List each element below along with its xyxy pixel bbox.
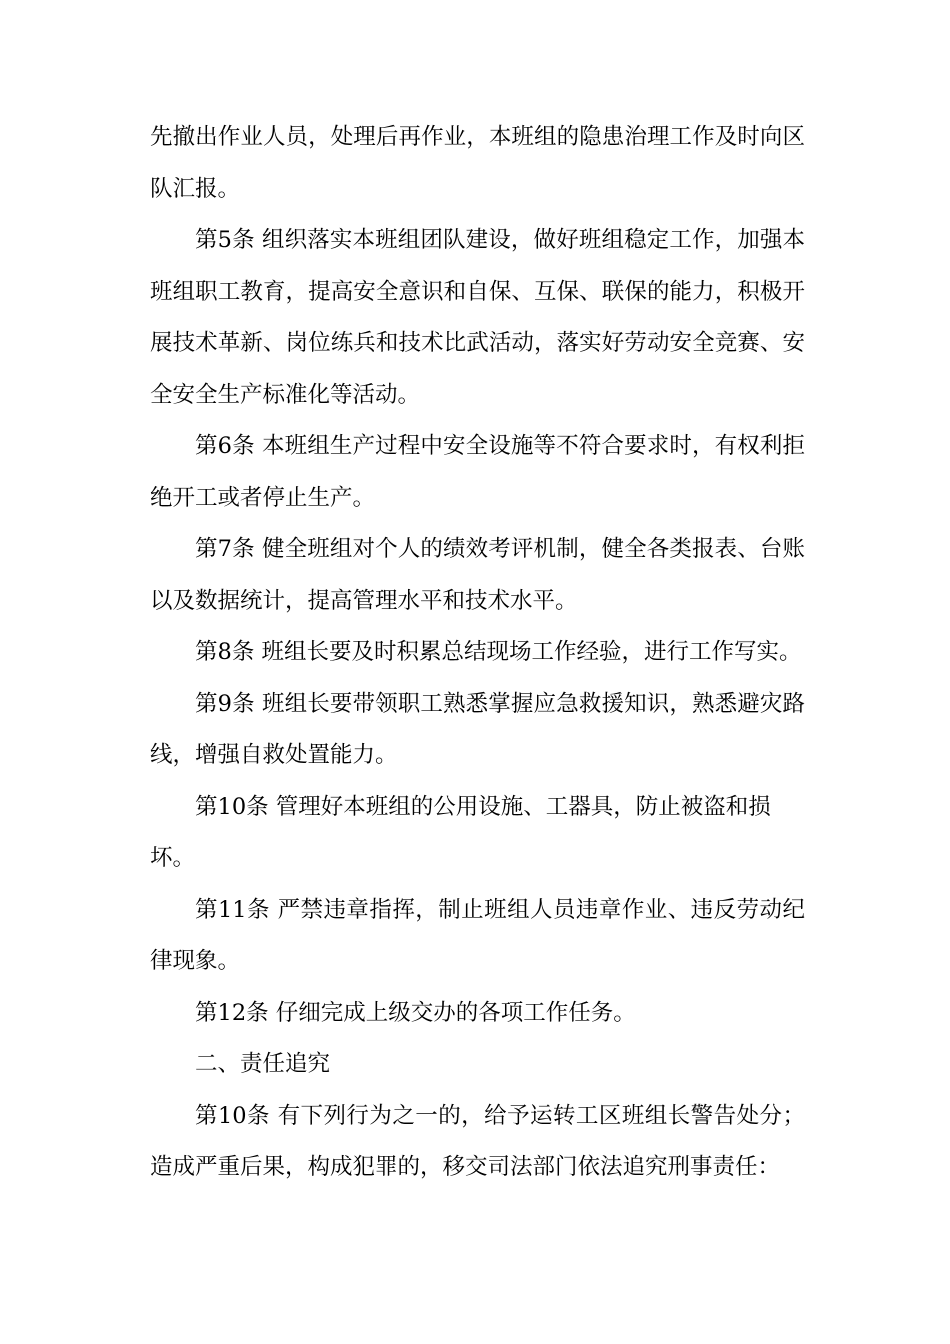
article-11-paragraph: 第11条 严禁违章指挥，制止班组人员违章作业、违反劳动纪律现象。 bbox=[150, 896, 805, 974]
article-7-paragraph: 第7条 健全班组对个人的绩效考评机制，健全各类报表、台账以及数据统计，提高管理水平和技术水平。 bbox=[150, 536, 805, 614]
article-9-paragraph: 第9条 班组长要带领职工熟悉掌握应急救援知识，熟悉避灾路线，增强自救处置能力。 bbox=[150, 690, 805, 768]
paragraph-1: 先撤出作业人员，处理后再作业，本班组的隐患治理工作及时向区队汇报。 bbox=[150, 124, 805, 202]
document-page bbox=[150, 112, 805, 1194]
section-heading-responsibility: 二、责任追究 bbox=[195, 1051, 331, 1077]
article-10-paragraph: 第10条 管理好本班组的公用设施、工器具，防止被盗和损坏。 bbox=[150, 793, 771, 871]
article-5-paragraph: 第5条 组织落实本班组团队建设，做好班组稳定工作，加强本班组职工教育，提高安全意识和自保、互保、联保的能力，积极开展技术革新、岗位练兵和技术比武活动，落实好劳动安全竞赛、安全安全生产标准化等活动。 bbox=[150, 227, 805, 408]
article-8-paragraph: 第8条 班组长要及时积累总结现场工作经验，进行工作写实。 bbox=[195, 639, 802, 665]
article-10-penalty-paragraph: 第10条 有下列行为之一的，给予运转工区班组长警告处分；造成严重后果，构成犯罪的，移交司法部门依法追究刑事责任： bbox=[150, 1102, 805, 1180]
article-12-paragraph: 第12条 仔细完成上级交办的各项工作任务。 bbox=[195, 999, 636, 1026]
article-6-paragraph: 第6条 本班组生产过程中安全设施等不符合要求时，有权利拒绝开工或者停止生产。 bbox=[150, 433, 805, 511]
